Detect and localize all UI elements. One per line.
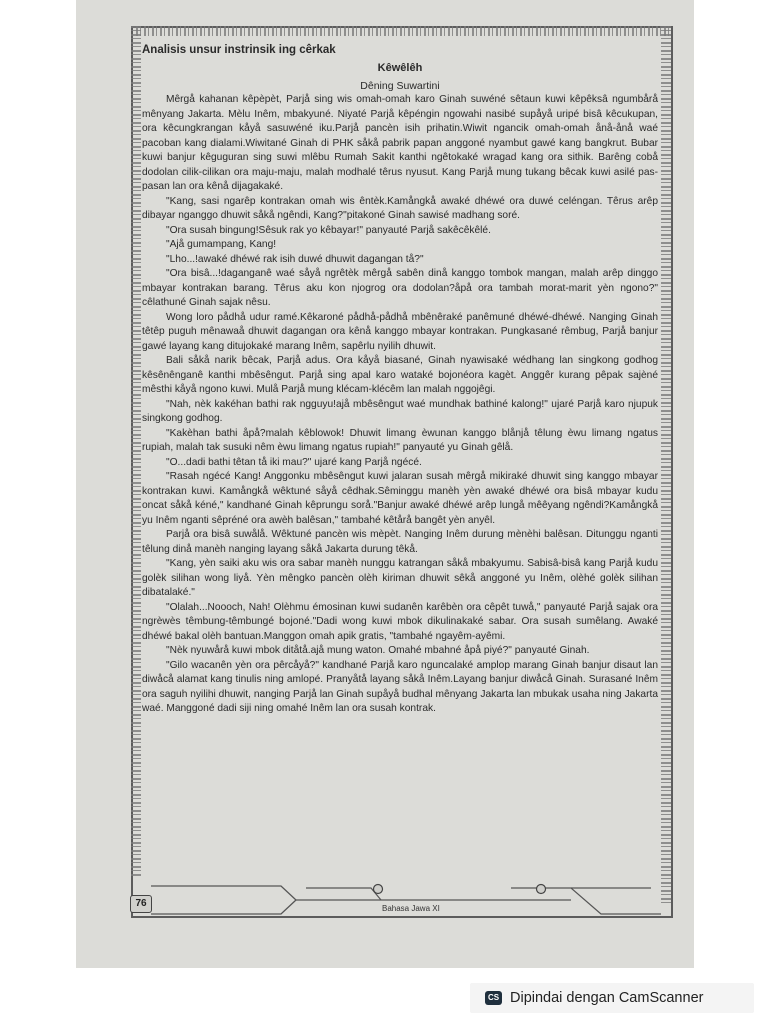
footer-subject: Bahasa Jawa XI — [382, 904, 440, 913]
paragraph: "Nah, nèk kakéhan bathi rak ngguyu!ajå mbêsêngut waé mundhak bathiné kalong!" ujaré Parjå karo njupuk singkong godhog. — [142, 398, 658, 424]
decorative-border-left — [131, 26, 141, 876]
paragraph: "Kakèhan bathi åpå?malah kêblowok! Dhuwit limang èwunan kanggo blånjå têlung èwu limang ngatus rupiah, malah tak susuki nêm èwu limang ngatus rupiah!" panyauté yu Ginah gêlå. — [142, 427, 658, 453]
camscanner-watermark — [470, 983, 754, 1013]
page-number: 76 — [130, 895, 152, 913]
paragraph: Bali såkå narik bêcak, Parjå adus. Ora kåyå biasané, Ginah nyawisaké wédhang lan singkong godhog kêsênênganê kanthi mbêsêngut. Parjå sing apal karo wataké bojonéora kagèt. Anggêr kurang pêpak sajèné mêsthi kåyå ngono kuwi. Mulå Parjå mung klécam-klécêm lan malah nggojêgi. — [142, 355, 658, 395]
page-content — [142, 44, 658, 717]
paragraph: "Rasah ngécé Kang! Anggonku mbêsêngut kuwi jalaran susah mêrgå mikiraké dhuwit sing kanggo mbayar kontrakan kuwi. Kamångkå wêktuné såyå cêdhak.Sêminggu manèh yèn awaké dhéwé ora bisâ mbayar kudu oncat såkå kéné," kandhané Ginah kêprungu sorå."Banjur awaké dhéwé arêp lungå mêêyang ngêndi?Kamångkå yu Inêm nganti sêpréné ora awèh balêsan," tambahé kêtårå bangêt yèn anyêl. — [142, 471, 658, 526]
story-title: Kêwêlêh — [377, 62, 423, 74]
paragraph: "Olalah...Noooch, Nah! Olèhmu émosinan kuwi sudanên karêbèn ora cêpêt tuwå," panyauté Parjå sajak ora ngrèwès têmbung-têmbungé bojoné."Dadi wong kuwi mbok dikulinakaké sabar. Ora susah sumêlang. Awaké dhéwé bakal olèh bantuan.Manggon omah apik gratis, "tambahé ngayêm-ayêmi. — [142, 601, 658, 642]
camscanner-text: Dipindai dengan CamScanner — [510, 990, 704, 1006]
paragraph: "Ora bisâ...!daganganê waé såyå ngrêtèk mêrgå sabên dinå kanggo tombok mangan, malah arêp dinggo mbayar kontrakan barang. Têrus aku kon njogrog ora dodolan?åpå ora tambah morat-marit yèn ngono?" cêlathuné Ginah sajak nêsu. — [142, 268, 658, 308]
camscanner-logo-icon: CS — [485, 991, 502, 1005]
paragraph: "Nèk nyuwårå kuwi mbok ditåtå.ajå mung waton. Omahé mbahné åpå piyé?" panyauté Ginah. — [166, 645, 590, 656]
decorative-border-top — [136, 26, 670, 36]
story-author: Dêning Suwartini — [360, 80, 440, 92]
paragraph: "Ora susah bingung!Sêsuk rak yo kêbayar!" panyauté Parjå sakêcêkêlé. — [166, 224, 491, 236]
paragraph: "Lho...!awaké dhéwé rak isih duwé dhuwit dagangan tå?" — [166, 253, 424, 265]
paragraph: Wong loro pådhå udur ramé.Kêkaroné pådhå-pådhå mbênêraké panêmuné dhéwé-dhéwé. Nanging Ginah têtêp puguh mênawaå dhuwit dagangan ora kênå kanggo mbayar kontrakan. Pungkasané rêmbug, Parjå banjur gawé layang kang ditujokaké marang Inêm, sapêrlu nyilih dhuwit. — [142, 311, 658, 352]
paragraph: "O...dadi bathi têtan tå iki mau?" ujaré kang Parjå ngécé. — [166, 456, 422, 468]
section-header: Analisis unsur instrinsik ing cêrkak — [142, 44, 336, 56]
paragraph: "Gilo wacanên yèn ora pêrcåyå?" kandhané Parjå karo nguncalaké amplop marang Ginah banjur disaut lan diwåcå alamat kang tinulis ning amlopé. Pranyåtå layang såkå Inêm.Layang banjur diwåcå Ginah. Surasané Inêm ora saguh nyilihi dhuwit, nanging Parjå lan Ginah supåyå budhal mênyang Jakarta lan mbukak usaha ning Jakarta waé. Manggoné dadi siji ning omahé Inêm lan ora susah kontrak. — [142, 659, 658, 714]
paragraph: Parjå ora bisâ suwålå. Wêktuné pancèn wis mèpèt. Nanging Inêm durung mènèhi balêsan. Ditunggu nganti têlung dinå manèh nanging layang såkå Jakarta durung têkå. — [142, 529, 658, 555]
paragraph: "Kang, yèn saiki aku wis ora sabar manèh nunggu katrangan såkå mbakyumu. Sabisâ-bisâ kang Parjå kudu golèk silihan wong liyå. Yèn mêngko pancèn olèh kiriman dhuwit sêkå anggoné yu Inêm, olèhé golèk silihan dibatalaké." — [142, 558, 658, 598]
paragraph: "Kang, sasi ngarêp kontrakan omah wis êntèk.Kamångkå awaké dhéwé ora duwé celéngan. Têrus arêp dibayar nganggo dhuwit såkå ngêndi, Kang?"pitakoné Ginah sawisé madhang soré. — [142, 195, 658, 221]
paragraph: Mêrgå kahanan kêpèpèt, Parjå sing wis omah-omah karo Ginah suwéné sêtaun kuwi kêpêksâ ngumbårå mênyang Jakarta. Mèlu Inêm, mbakyuné. Niyaté Parjå kêpéngin ngowahi nasibé supåyå uripé bisâ kêcukupan, ora kêcungkrangan kåyå sasuwéné iku.Parjå pancèn isih prihatin.Wiwit ngancik omah-omah ånå-ånå waé pacoban kang dialami.Wiwitané Ginah di PHK såkå pabrik papan anggoné nyambut gawé kang bangkrut. Bubar kuwi banjur kêguguran sing suwi mlêbu Rumah Sakit kanthi ngêtokaké wragad kang ora sithik. Barêng cobå dodolan cilik-cilikan ora maju-maju, malah modhalé têrus nyusut. Kang Parjå mung tukang bêcak kuwi asilé pas-pasan lan ora kênå dijagakaké. — [142, 94, 658, 192]
decorative-border-right — [661, 26, 671, 906]
scanned-page — [76, 0, 694, 968]
paragraph: "Ajå gumampang, Kang! — [166, 239, 277, 250]
